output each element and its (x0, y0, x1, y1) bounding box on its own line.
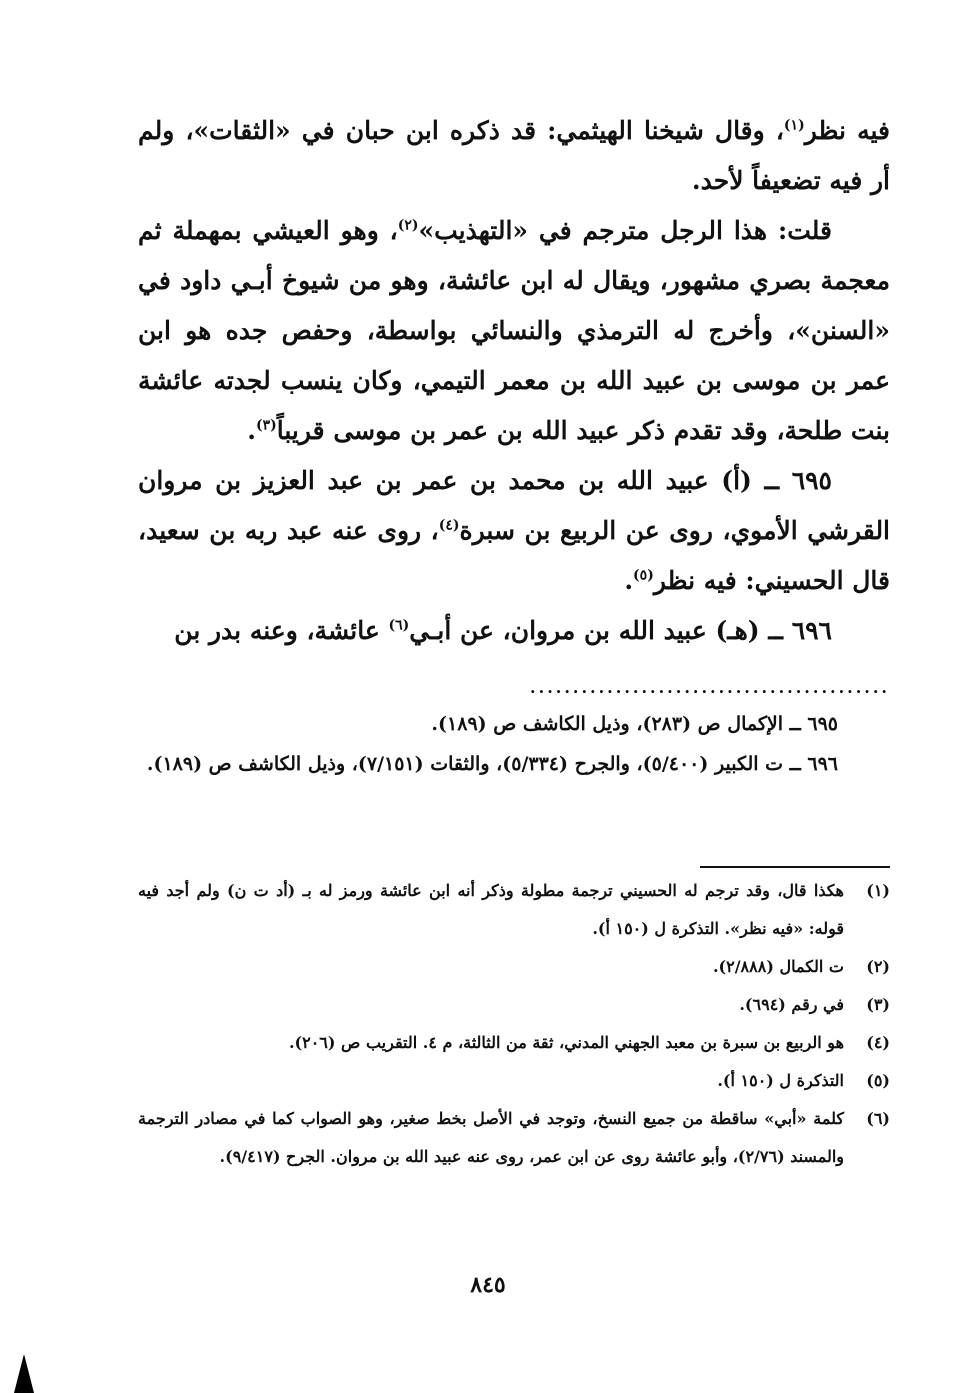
footnote-3 (138, 986, 890, 1024)
source-695: ٦٩٥ ــ الإكمال ص (٢٨٣)، وذيل الكاشف ص (١٨٩). (431, 713, 838, 735)
text-run: ، وقال شيخنا الهيثمي: قد ذكره ابن حبان في «الثقات»، ولم أر فيه تضعيفاً لأحد. (138, 116, 890, 195)
text-run: . (624, 566, 634, 595)
footnote-1 (138, 872, 890, 948)
paragraph-2 (138, 206, 890, 456)
footnote-ref-3[interactable]: (٣) (255, 417, 277, 434)
footnote-text: في رقم (٦٩٤). (739, 995, 844, 1014)
sources-block (138, 704, 838, 784)
source-696: ٦٩٦ ــ ت الكبير (٥/٤٠٠)، والجرح (٥/٣٣٤)، والثقات (٧/١٥١)، وذيل الكاشف ص (١٨٩). (146, 753, 838, 775)
page-number: ٨٤٥ (470, 1272, 506, 1298)
footnote-text: كلمة «أبي» ساقطة من جميع النسخ، وتوجد في الأصل بخط صغير، وهو الصواب كما في مصادر الترجمة والمسند (٢/٧٦)، وأبو عائشة روى عن ابن عمر، روى عنه عبيد الله بن مروان. الجرح (٩/٤١٧). (138, 1109, 844, 1166)
footnote-number: (٢) (866, 957, 890, 976)
footnote-text: هكذا قال، وقد ترجم له الحسيني ترجمة مطولة وذكر أنه ابن عائشة ورمز له بـ (أد ت ن) ولم أجد فيه قوله: «فيه نظر». التذكرة ل (١٥٠ أ). (138, 881, 844, 938)
footnote-4 (138, 1024, 890, 1062)
text-run: ، روى عنه عبد ربه بن سعيد، قال الحسيني: فيه نظر (138, 516, 890, 595)
text-run: . (247, 416, 256, 445)
footnote-text: هو الربيع بن سبرة بن معبد الجهني المدني، ثقة من الثالثة، م ٤. التقريب ص (٢٠٦). (288, 1033, 844, 1052)
footnotes (138, 872, 890, 1176)
footnote-rule (700, 866, 890, 868)
dotted-separator: .......................................... (530, 678, 890, 697)
footnote-2 (138, 948, 890, 986)
footnote-ref-5[interactable]: (٥) (633, 567, 654, 584)
entry-696 (138, 606, 890, 656)
text-run: ٦٩٥ ــ (أ) عبيد الله بن محمد بن عمر بن عبد العزيز بن مروان القرشي الأموي، روى عن الربيع بن سبرة (138, 466, 891, 545)
text-run: عائشة، وعنه بدر بن (174, 616, 389, 645)
text-run: قلت: هذا الرجل مترجم في «التهذيب» (418, 216, 832, 245)
footnote-ref-4[interactable]: (٤) (438, 517, 460, 534)
entry-695 (138, 456, 890, 606)
footnote-number: (٥) (866, 1071, 890, 1090)
main-text (138, 106, 890, 656)
footnote-ref-1[interactable]: (١) (783, 117, 805, 134)
paragraph-1 (138, 106, 890, 206)
text-run: ، وهو العيشي بمهملة ثم معجمة بصري مشهور، ويقال له ابن عائشة، وهو من شيوخ أبـي داود في «السنن»، وأخرج له الترمذي والنسائي بواسطة، وحفص جده هو ابن عمر بن موسى بن عبيد الله بن معمر التيمي، وكان ينسب لجدته عائشة بنت طلحة، وقد تقدم ذكر عبيد الله بن عمر بن موسى قريباً (138, 216, 890, 445)
footnote-text: ت الكمال (٢/٨٨٨). (712, 957, 844, 976)
footnote-6 (138, 1100, 890, 1176)
footnote-5 (138, 1062, 890, 1100)
text-run: ٦٩٦ ــ (هـ) عبيد الله بن مروان، عن أبـي (409, 616, 832, 645)
footnote-number: (٤) (866, 1033, 890, 1052)
footnote-ref-2[interactable]: (٢) (397, 217, 419, 234)
footnote-number: (٣) (866, 995, 890, 1014)
footnote-ref-6[interactable]: (٦) (388, 617, 410, 634)
corner-triangle-icon (14, 1354, 34, 1393)
footnote-text: التذكرة ل (١٥٠ أ). (717, 1071, 844, 1090)
text-run: فيه نظر (804, 116, 890, 145)
footnote-number: (٦) (866, 1109, 890, 1128)
footnote-number: (١) (866, 881, 890, 900)
